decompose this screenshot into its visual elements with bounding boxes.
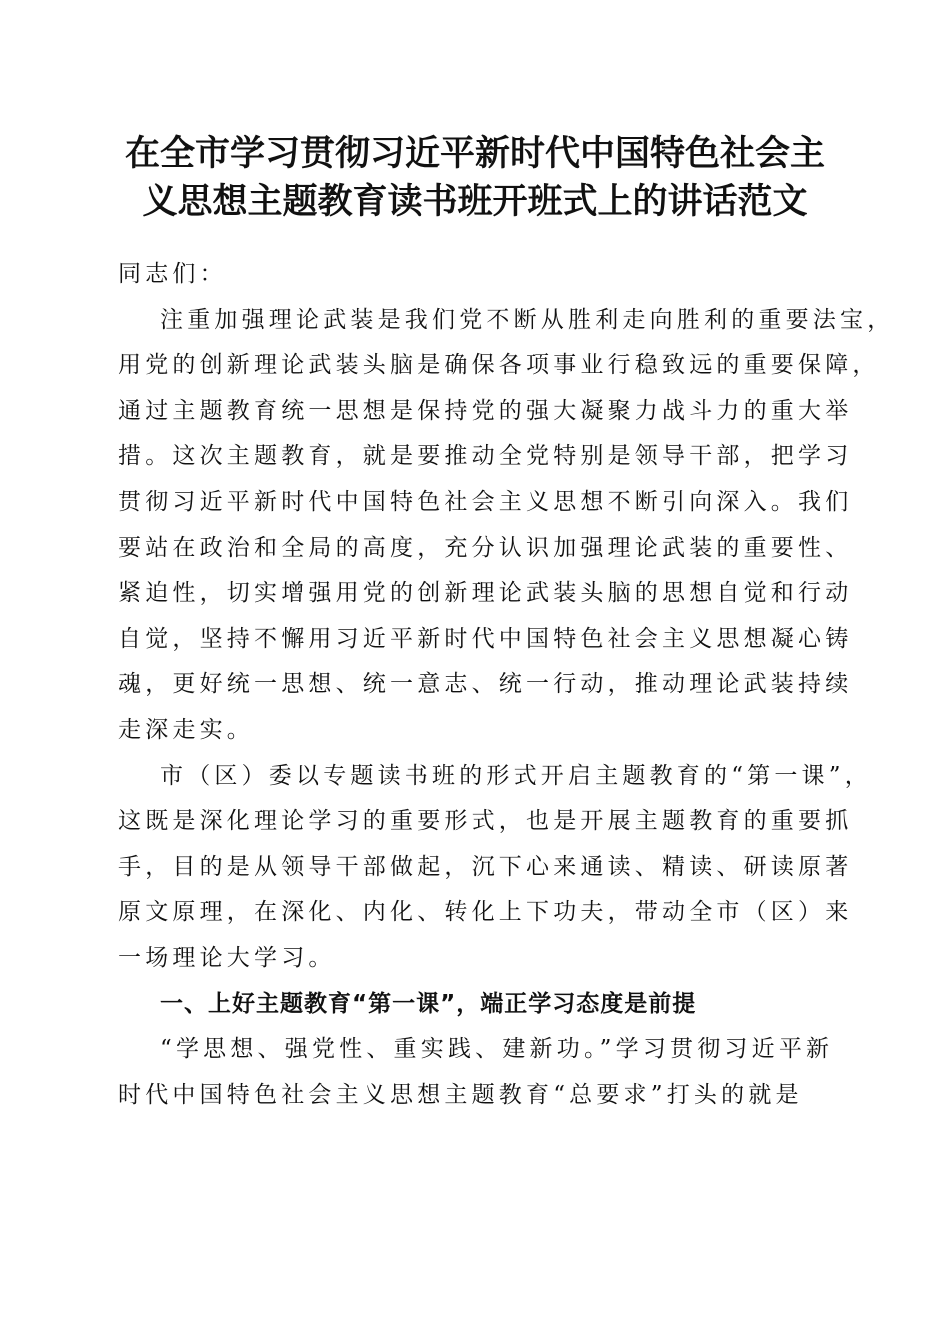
title-line-2: 义思想主题教育读书班开班式上的讲话范文 <box>142 181 808 222</box>
paragraph-1-line-1: 注重加强理论武装是我们党不断从胜利走向胜利的重要法宝， <box>160 306 895 333</box>
document-title <box>100 130 850 226</box>
paragraph-1-line-6: 要站在政治和全局的高度，充分认识加强理论武装的重要性、 <box>118 534 853 561</box>
paragraph-1-line-3: 通过主题教育统一思想是保持党的强大凝聚力战斗力的重大举 <box>118 397 853 424</box>
paragraph-2-line-3: 手，目的是从领导干部做起，沉下心来通读、精读、研读原著 <box>118 853 853 880</box>
paragraph-2-line-5: 一场理论大学习。 <box>118 944 336 971</box>
title-line-1: 在全市学习贯彻习近平新时代中国特色社会主 <box>124 133 825 174</box>
paragraph-2-line-4: 原文原理，在深化、内化、转化上下功夫，带动全市（区）来 <box>118 899 853 926</box>
section-heading-1: 一、上好主题教育“第一课”，端正学习态度是前提 <box>160 990 697 1017</box>
paragraph-1-line-2: 用党的创新理论武装头脑是确保各项事业行稳致远的重要保障， <box>118 352 880 379</box>
paragraph-1-line-10: 走深走实。 <box>118 716 254 743</box>
paragraph-3-line-1: “学思想、强党性、重实践、建新功。”学习贯彻习近平新 <box>160 1036 834 1063</box>
paragraph-2-line-2: 这既是深化理论学习的重要形式，也是开展主题教育的重要抓 <box>118 808 853 835</box>
paragraph-1-line-9: 魂，更好统一思想、统一意志、统一行动，推动理论武装持续 <box>118 671 853 698</box>
paragraph-2-line-1: 市（区）委以专题读书班的形式开启主题教育的“第一课”， <box>160 762 872 789</box>
paragraph-1-line-5: 贯彻习近平新时代中国特色社会主义思想不断引向深入。我们 <box>118 488 853 515</box>
paragraph-3-line-2: 时代中国特色社会主义思想主题教育“总要求”打头的就是 <box>118 1081 803 1108</box>
salutation: 同志们： <box>118 261 227 287</box>
paragraph-1-line-8: 自觉，坚持不懈用习近平新时代中国特色社会主义思想凝心铸 <box>118 625 853 652</box>
paragraph-1-line-7: 紧迫性，切实增强用党的创新理论武装头脑的思想自觉和行动 <box>118 580 853 607</box>
document-body <box>118 252 895 1118</box>
paragraph-1-line-4: 措。这次主题教育，就是要推动全党特别是领导干部，把学习 <box>118 443 853 470</box>
